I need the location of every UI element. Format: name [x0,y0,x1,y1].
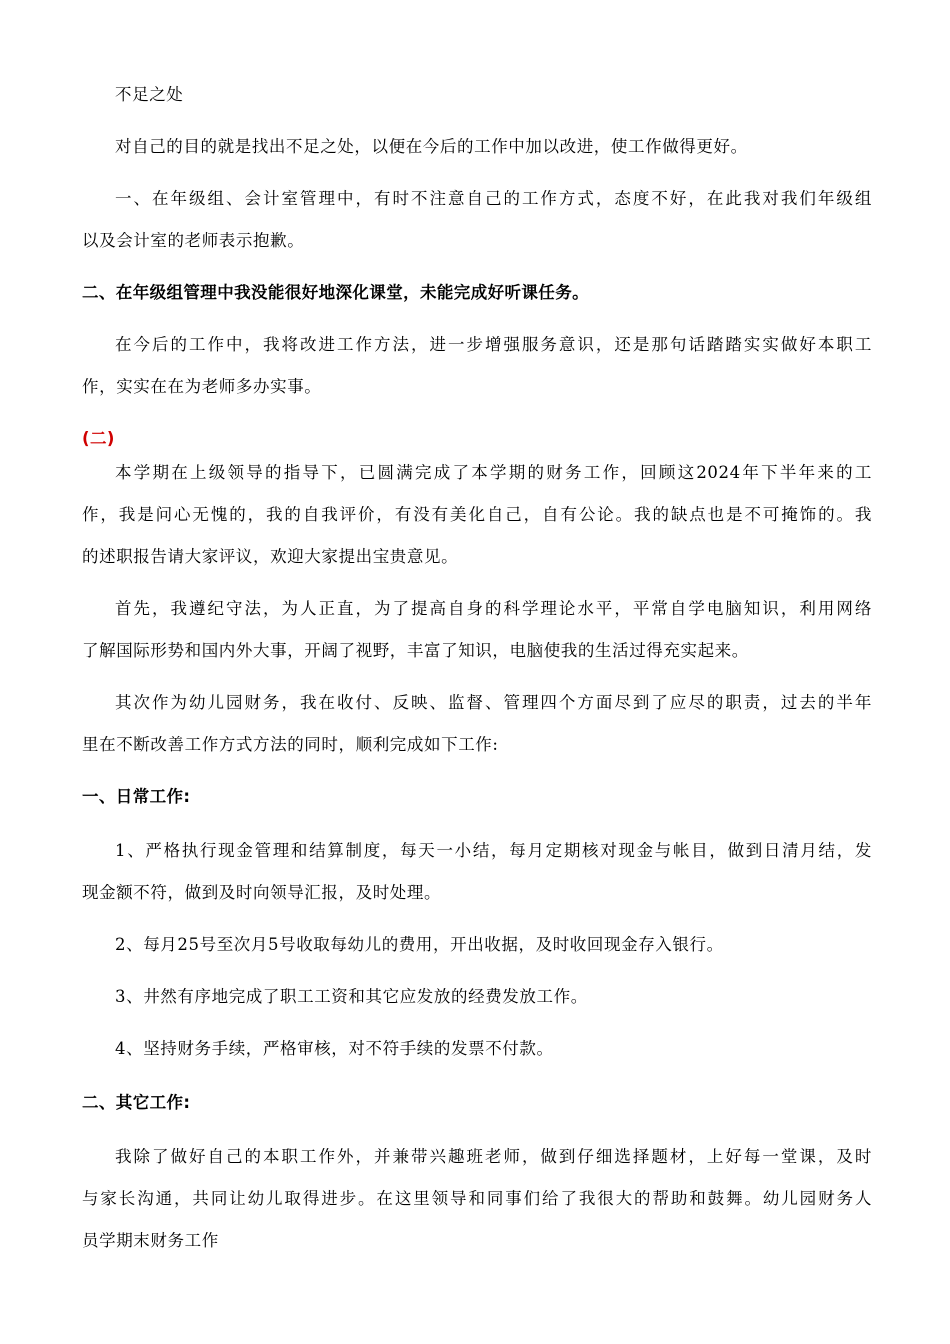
list-item-line: 3、井然有序地完成了职工工资和其它应发放的经费发放工作。 [115,987,588,1006]
paragraph-line: 作，我是问心无愧的，我的自我评价，有没有美化自己，自有公论。我的缺点也是不可掩饰的。我 [82,505,872,524]
paragraph-line: 里在不断改善工作方式方法的同时，顺利完成如下工作: [82,735,499,754]
paragraph-line: 不足之处 [115,85,184,104]
list-item-line: 1、严格执行现金管理和结算制度，每天一小结，每月定期核对现金与帐目，做到日清月结，发 [115,841,872,860]
paragraph-line: 员学期末财务工作 [82,1231,219,1250]
paragraph-line: 以及会计室的老师表示抱歉。 [82,231,305,250]
paragraph-line: 本学期在上级领导的指导下，已圆满完成了本学期的财务工作，回顾这2024年下半年来的工 [115,463,872,482]
list-item-line: 4、坚持财务手续，严格审核，对不符手续的发票不付款。 [115,1039,554,1058]
list-item-line: 现金额不符，做到及时向领导汇报，及时处理。 [82,883,442,902]
paragraph-line: 的述职报告请大家评议，欢迎大家提出宝贵意见。 [82,547,459,566]
section-number-heading: (二) [82,429,115,448]
paragraph-line: 一、在年级组、会计室管理中，有时不注意自己的工作方式，态度不好，在此我对我们年级组 [115,189,872,208]
paragraph-line: 与家长沟通，共同让幼儿取得进步。在这里领导和同事们给了我很大的帮助和鼓舞。幼儿园财务人 [82,1189,872,1208]
paragraph-line: 在今后的工作中，我将改进工作方法，进一步增强服务意识，还是那句话踏踏实实做好本职工 [115,335,872,354]
section-heading: 一、日常工作: [82,787,191,806]
section-heading: 二、其它工作: [82,1093,191,1112]
list-item-line: 2、每月25号至次月5号收取每幼儿的费用，开出收据，及时收回现金存入银行。 [115,935,724,954]
section-heading: 二、在年级组管理中我没能很好地深化课堂，未能完成好听课任务。 [82,283,589,302]
paragraph-line: 其次作为幼儿园财务，我在收付、反映、监督、管理四个方面尽到了应尽的职责，过去的半年 [115,693,872,712]
paragraph-line: 了解国际形势和国内外大事，开阔了视野，丰富了知识，电脑使我的生活过得充实起来。 [82,641,749,660]
paragraph-line: 我除了做好自己的本职工作外，并兼带兴趣班老师，做到仔细选择题材，上好每一堂课，及时 [115,1147,872,1166]
paragraph-line: 作，实实在在为老师多办实事。 [82,377,322,396]
paragraph-line: 首先，我遵纪守法，为人正直，为了提高自身的科学理论水平，平常自学电脑知识，利用网络 [115,599,872,618]
paragraph-line: 对自己的目的就是找出不足之处，以便在今后的工作中加以改进，使工作做得更好。 [115,137,748,156]
